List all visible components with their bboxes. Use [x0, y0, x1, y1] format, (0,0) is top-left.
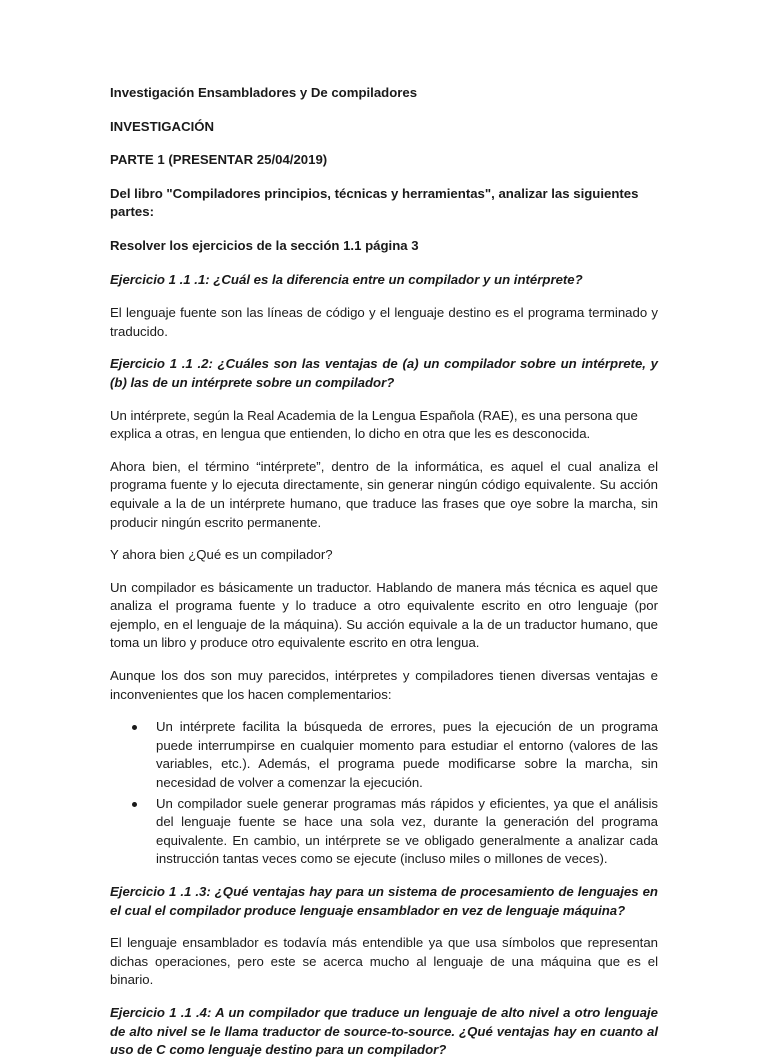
list-item — [110, 795, 658, 869]
document-title: Investigación Ensambladores y De compiladores — [110, 85, 418, 100]
bullet-icon — [132, 802, 137, 807]
exercise-2-paragraph: Un intérprete, según la Real Academia de la Lengua Española (RAE), es una persona que explica a otras, en lengua que entienden, lo dicho en otra que les es desconocida. — [110, 407, 638, 442]
exercise-3-question: Ejercicio 1 .1 .3: ¿Qué ventajas hay para un sistema de procesamiento de lenguajes en el cual el compilador produce lenguaje ensamblador en vez de lenguaje máquina? — [110, 884, 658, 918]
exercise-2-paragraph: Ahora bien, el término “intérprete”, dentro de la informática, es aquel el cual analiza el programa fuente y lo ejecuta directamente, sin generar ningún código equivalente. Su acción equivale a la de un intérprete humano, que traduce las frases que oye sobre la marcha, sin producir ningún escrito permanente. — [110, 458, 658, 530]
exercise-2-paragraph: Un compilador es básicamente un traductor. Hablando de manera más técnica es aquel que analiza el programa fuente y lo traduce a otro equivalente escrito en otro lenguaje (por ejemplo, en el lenguaje de la máquina). Su acción equivale a la de un traductor humano, que toma un libro y produce otro equivalente escrito en otra lengua. — [110, 579, 658, 651]
book-line: Del libro "Compiladores principios, técnicas y herramientas", analizar las siguientes partes: — [110, 185, 639, 220]
list-item-text: Un intérprete facilita la búsqueda de errores, pues la ejecución de un programa puede interrumpirse en cualquier momento para estudiar el entorno (valores de las variables, etc.). Además, el programa puede modificarse sobre la marcha, sin necesidad de volver a comenzar la ejecución. — [156, 719, 658, 791]
list-item — [110, 718, 658, 792]
exercise-2-question: Ejercicio 1 .1 .2: ¿Cuáles son las ventajas de (a) un compilador sobre un intérprete, y (b) las de un intérprete sobre un compilador? — [110, 356, 658, 390]
part-heading: PARTE 1 (PRESENTAR 25/04/2019) — [110, 152, 328, 168]
list-item-text: Un compilador suele generar programas más rápidos y eficientes, ya que el análisis del lenguaje fuente se hace una sola vez, durante la generación del programa equivalente. En cambio, un intérprete se ve obligado generalmente a analizar cada instrucción tantas veces como se ejecute (incluso miles o millones de veces). — [156, 795, 658, 867]
exercise-2-paragraph: Y ahora bien ¿Qué es un compilador? — [110, 547, 333, 563]
exercise-3-answer: El lenguaje ensamblador es todavía más entendible ya que usa símbolos que representan dichas operaciones, pero este se acerca mucho al lenguaje de una máquina que es el binario. — [110, 935, 658, 988]
exercise-1-answer: El lenguaje fuente son las líneas de código y el lenguaje destino es el programa terminado y traducido. — [110, 305, 658, 339]
bullet-icon — [132, 725, 137, 730]
comparison-list — [110, 718, 658, 869]
section-heading: INVESTIGACIÓN — [110, 118, 215, 134]
exercise-instruction: Resolver los ejercicios de la sección 1.1 página 3 — [110, 237, 419, 253]
exercise-4-question: Ejercicio 1 .1 .4: A un compilador que traduce un lenguaje de alto nivel a otro lenguaje de alto nivel se le llama traductor de source-to-source. ¿Qué ventajas hay en cuanto al uso de C como lenguaje destino para un compilador? — [110, 1004, 658, 1058]
exercise-2-paragraph: Aunque los dos son muy parecidos, intérpretes y compiladores tienen diversas ventajas e inconvenientes que los hacen complementarios: — [110, 668, 658, 702]
exercise-1-question: Ejercicio 1 .1 .1: ¿Cuál es la diferencia entre un compilador y un intérprete? — [110, 271, 583, 287]
